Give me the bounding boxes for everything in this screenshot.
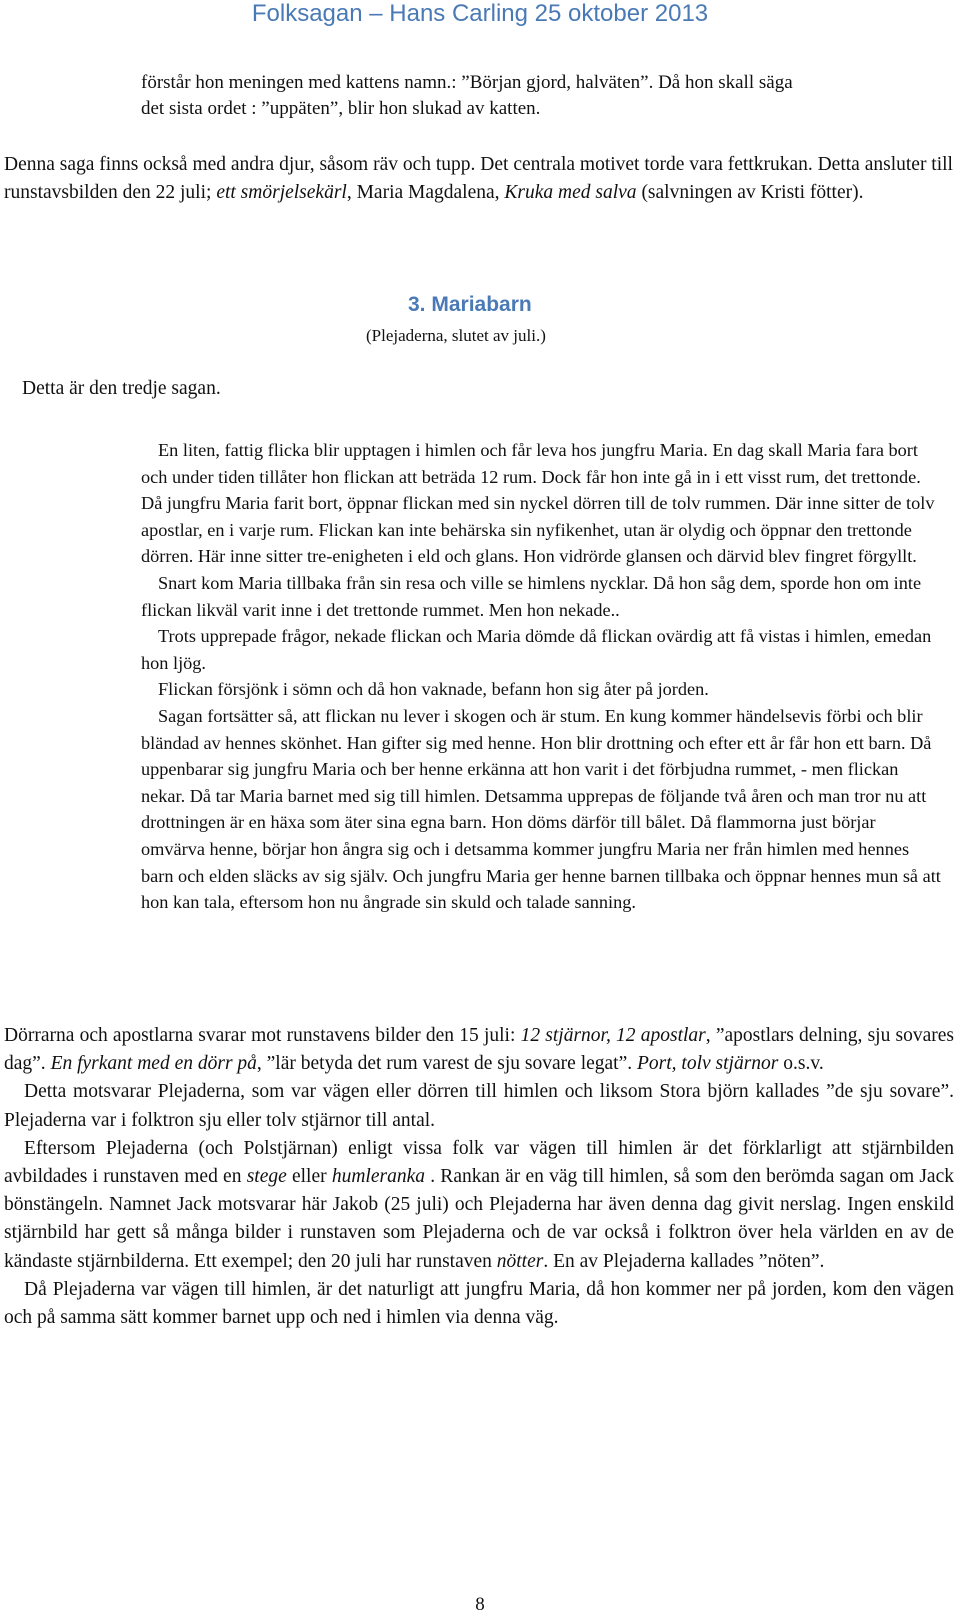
commentary-paragraph-2: Detta motsvarar Plejaderna, som var vägen eller dörren till himlen och liksom Stora björn kallades ”de sju sovare”. Plejaderna var i folktron sju eller tolv stjärnor till antal. [4, 1081, 954, 1131]
header-title: Folksagan – Hans Carling 25 oktober 2013 [251, 0, 709, 27]
section-subtitle: (Plejaderna, slutet av juli.) [366, 326, 546, 345]
c3-italic-c: nötter [496, 1250, 544, 1272]
c1-italic-b: En fyrkant med en dörr på [50, 1053, 257, 1075]
story-paragraph-1: En liten, fattig flicka blir upptagen i himlen och får leva hos jungfru Maria. En dag skall Maria fara bort och under tiden tillåter hon flickan att beträda 12 rum. Dock får hon inte gå in i ett visst rum, det trettonde. Då jungfru Maria farit bort, öppnar flickan med sin nyckel dörren till de tolv rummen. Där inne sitter de tolv apostlar, en i varje rum. Flickan kan inte behärska sin nyfikenhet, utan är olydig och öppnar den trettonde dörren. Här inne sitter tre-enigheten i eld och glans. Hon vidrörde glansen och därvid blev fingret förgyllt. [141, 440, 935, 567]
story-paragraph-5: Sagan fortsätter så, att flickan nu lever i skogen och är stum. En kung kommer händelsevis förbi och blir bländad av hennes skönhet. Han gifter sig med henne. Hon blir drottning och efter ett år får hon ett barn. Då uppenbarar sig jungfru Maria och ber henne erkänna att hon varit i det förbjudna rummet, - men flickan nekar. Då tar Maria barnet med sig till himlen. Detsamma upprepas de följande två åren och man tror nu att drottningen är en häxa som äter sina egna barn. Hon döms därför till bålet. Då flammorna just börjar omvärva henne, börjar hon ångra sig och i detsamma kommer jungfru Maria ner från himlen med hennes barn och elden släcks av sig själv. Och jungfru Maria ger henne barnen tillbaka och öppnar hennes mun så att hon kan tala, eftersom hon nu ångrade sin skuld och talade sanning. [141, 705, 941, 913]
commentary-paragraph-4: Då Plejaderna var vägen till himlen, är det naturligt att jungfru Maria, då hon kommer ner på jorden, kom den vägen och på samma sätt kommer barnet upp och ned i himlen via denna väg. [4, 1278, 954, 1329]
intro-line-2: det sista ordet : ”uppäten”, blir hon slukad av katten. [141, 98, 541, 119]
commentary-block [4, 1022, 954, 1332]
intro-line-1: förstår hon meningen med kattens namn.: ”Början gjord, halväten”. Då hon skall säga [141, 72, 793, 93]
c3-italic-b: humleranka [331, 1166, 425, 1188]
c3-text-d: . En av Plejaderna kallades ”nöten”. [543, 1250, 825, 1272]
page-header [0, 0, 960, 28]
c3-italic-a: stege [246, 1166, 287, 1188]
commentary-paragraph-1 [4, 1022, 954, 1078]
story-block [141, 437, 941, 916]
para2-text-3: (salvningen av Kristi fötter). [636, 182, 864, 203]
c3-text-a: Eftersom Plejaderna (och Polstjärnan) enligt vissa folk var vägen till himlen är det förklarligt att stjärnbilden avbildades i runstaven med en [4, 1137, 954, 1188]
fettkruka-paragraph [4, 151, 954, 207]
c1-italic-c: Port, tolv stjärnor [637, 1053, 779, 1075]
story-paragraph-4: Flickan försjönk i sömn och då hon vaknade, befann hon sig åter på jorden. [158, 679, 709, 700]
para2-italic-1: ett smörjelsekärl [216, 182, 347, 203]
para2-italic-2: Kruka med salva [504, 182, 637, 203]
c1-italic-a: 12 stjärnor, 12 apostlar [520, 1025, 706, 1046]
story-paragraph-2: Snart kom Maria tillbaka från sin resa och ville se himlens nycklar. Då hon såg dem, sporde hon om inte flickan likväl varit inne i det trettonde rummet. Men hon nekade.. [141, 572, 922, 620]
commentary-paragraph-3 [4, 1135, 954, 1276]
para2-text-2: , Maria Magdalena, [346, 182, 505, 203]
page-number: 8 [475, 1594, 485, 1615]
story-paragraph-3: Trots upprepade frågor, nekade flickan och Maria dömde då flickan ovärdig att få vistas i himlen, emedan hon ljög. [141, 626, 932, 673]
section-title: 3. Mariabarn [408, 293, 532, 316]
c1-text-b: , ”apostlars delning, sju sovares dag”. [4, 1025, 955, 1075]
c3-text-c: . Rankan är en väg till himlen, så som den berömda sagan om Jack bönstängeln. Namnet Jack motsvarar här Jakob (25 juli) och Plejaderna har även denna dag givit nerslag. Ingen enskild stjärnbild har gett så många bilder i runstaven som Plejaderna och de var också i folktron över hela världen en av de kändaste stjärnbilderna. Ett exempel; den 20 juli har runstaven [4, 1166, 954, 1272]
para2-text-1: Denna saga finns också med andra djur, såsom räv och tupp. Det centrala motivet torde vara fettkrukan. Detta ansluter till runstavsbilden den 22 juli; [4, 154, 953, 203]
c1-text-a: Dörrarna och apostlarna svarar mot runstavens bilder den 15 juli: [4, 1025, 521, 1046]
c3-text-b: eller [286, 1166, 332, 1188]
c1-text-d: o.s.v. [778, 1053, 824, 1075]
intro-paragraph [141, 70, 941, 122]
side-note: Detta är den tredje sagan. [22, 378, 221, 399]
c1-text-c: , ”lär betyda det rum varest de sju sovare legat”. [256, 1053, 638, 1075]
